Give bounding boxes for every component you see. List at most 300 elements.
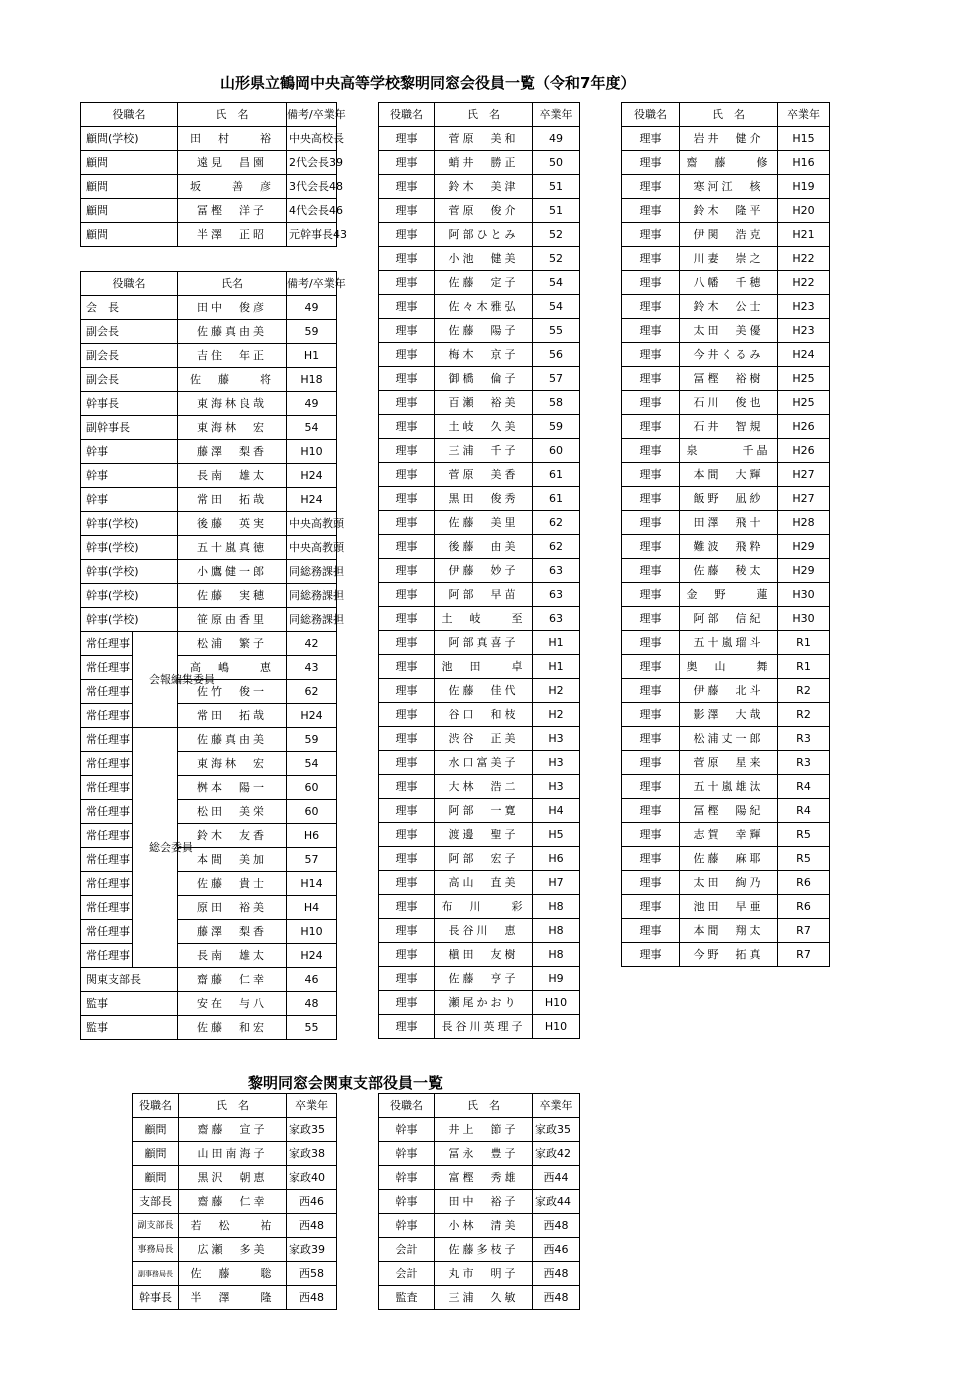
year-cell: H1: [533, 631, 580, 655]
name-cell: 伊関 浩克: [680, 223, 778, 247]
name-cell: 蛸井 勝正: [435, 151, 533, 175]
name-cell: 大林 浩二: [435, 775, 533, 799]
year-cell: H25: [778, 391, 830, 415]
role-cell: 副会長: [81, 368, 178, 392]
year-cell: 54: [287, 752, 337, 776]
name-cell: 泉 千晶: [680, 439, 778, 463]
table-row: [81, 704, 337, 728]
name-cell: 安在 与八: [178, 992, 287, 1016]
name-cell: 小鷹健一郎: [178, 560, 287, 584]
year-cell: 58: [533, 391, 580, 415]
year-cell: H24: [778, 343, 830, 367]
name-cell: 藤澤 梨香: [178, 440, 287, 464]
table-row: [622, 415, 830, 439]
year-cell: 中央高教頭: [287, 536, 337, 560]
kanto-2-tbody: [379, 1094, 580, 1310]
name-cell: 阿部 信紀: [680, 607, 778, 631]
table-row: [622, 463, 830, 487]
table-row: [622, 895, 830, 919]
table-row: [379, 175, 580, 199]
table-row: [379, 871, 580, 895]
year-cell: 家政44: [533, 1190, 580, 1214]
table-row: [622, 607, 830, 631]
year-cell: R1: [778, 655, 830, 679]
table-row: [379, 799, 580, 823]
header-row: [81, 103, 337, 127]
table-row: [81, 488, 337, 512]
year-cell: H8: [533, 919, 580, 943]
role-cell: 理事: [622, 199, 680, 223]
role-cell: 顧問: [81, 151, 178, 175]
name-cell: 谷口 和枝: [435, 703, 533, 727]
year-cell: 家政42: [533, 1142, 580, 1166]
role-cell: 理事: [622, 367, 680, 391]
name-cell: 桝本 陽一: [178, 776, 287, 800]
role-cell: 幹事長: [133, 1286, 179, 1310]
directors-2-tbody: [622, 103, 830, 967]
name-cell: 齋藤 宣子: [179, 1118, 287, 1142]
table-row: [622, 631, 830, 655]
year-cell: H7: [533, 871, 580, 895]
name-cell: 槇田 友樹: [435, 943, 533, 967]
table-row: [379, 991, 580, 1015]
role-cell: 理事: [379, 703, 435, 727]
role-cell: 常任理事: [81, 800, 133, 824]
year-cell: 西48: [287, 1214, 337, 1238]
table-row: [379, 607, 580, 631]
column-header: 役職名: [379, 1094, 435, 1118]
name-cell: 佐竹 俊一: [178, 680, 287, 704]
table-row: [622, 559, 830, 583]
year-cell: H30: [778, 583, 830, 607]
kanto-table-1: [132, 1093, 337, 1310]
year-cell: 同総務課担: [287, 584, 337, 608]
table-row: [379, 415, 580, 439]
role-cell: 理事: [622, 943, 680, 967]
year-cell: 52: [533, 247, 580, 271]
year-cell: H26: [778, 415, 830, 439]
year-cell: 家政39: [287, 1238, 337, 1262]
name-cell: 影澤 大哉: [680, 703, 778, 727]
year-cell: H21: [778, 223, 830, 247]
name-cell: 小林 清美: [435, 1214, 533, 1238]
role-cell: 理事: [379, 367, 435, 391]
year-cell: H23: [778, 295, 830, 319]
name-cell: 遠見 昌園: [178, 151, 287, 175]
table-row: [379, 1118, 580, 1142]
role-cell: 理事: [622, 607, 680, 631]
year-cell: R5: [778, 847, 830, 871]
year-cell: H15: [778, 127, 830, 151]
table-row: [379, 1286, 580, 1310]
table-row: [81, 127, 337, 151]
kanto-table-2: [378, 1093, 580, 1310]
role-cell: 支部長: [133, 1190, 179, 1214]
year-cell: 西46: [533, 1238, 580, 1262]
column-header: 役職名: [81, 103, 178, 127]
year-cell: R4: [778, 775, 830, 799]
directors-1-tbody: [379, 103, 580, 1039]
role-cell: 理事: [379, 559, 435, 583]
column-header: 役職名: [379, 103, 435, 127]
year-cell: 55: [287, 1016, 337, 1040]
year-cell: 60: [533, 439, 580, 463]
year-cell: H24: [287, 464, 337, 488]
name-cell: 阿部ひとみ: [435, 223, 533, 247]
table-row: [379, 727, 580, 751]
name-cell: 石井 智規: [680, 415, 778, 439]
name-cell: 佐藤 亨子: [435, 967, 533, 991]
role-cell: 理事: [379, 727, 435, 751]
table-row: [379, 247, 580, 271]
table-row: [81, 368, 337, 392]
table-row: [622, 775, 830, 799]
year-cell: 54: [287, 416, 337, 440]
name-cell: 常田 拓哉: [178, 488, 287, 512]
year-cell: H10: [287, 920, 337, 944]
name-cell: 金 野 蓮: [680, 583, 778, 607]
role-cell: 副会長: [81, 344, 178, 368]
table-row: [622, 247, 830, 271]
column-header: 氏 名: [178, 103, 287, 127]
role-cell: 理事: [379, 343, 435, 367]
year-cell: R6: [778, 871, 830, 895]
table-row: [81, 752, 337, 776]
role-cell: 監事: [81, 1016, 178, 1040]
table-row: [622, 391, 830, 415]
role-cell: 理事: [379, 439, 435, 463]
table-row: [133, 1142, 337, 1166]
header-row: [81, 272, 337, 296]
table-row: [133, 1190, 337, 1214]
role-cell: 理事: [622, 487, 680, 511]
name-cell: 百瀬 裕美: [435, 391, 533, 415]
role-cell: 理事: [379, 679, 435, 703]
year-cell: 63: [533, 607, 580, 631]
table-row: [81, 199, 337, 223]
name-cell: 冨永 豊子: [435, 1142, 533, 1166]
role-cell: 関東支部長: [81, 968, 178, 992]
table-row: [81, 320, 337, 344]
table-row: [379, 823, 580, 847]
name-cell: 阿部 早苗: [435, 583, 533, 607]
name-cell: 佐藤 美里: [435, 511, 533, 535]
table-row: [379, 679, 580, 703]
table-row: [379, 199, 580, 223]
year-cell: 3代会長48: [287, 175, 337, 199]
role-cell: 常任理事: [81, 728, 133, 752]
year-cell: 50: [533, 151, 580, 175]
table-row: [81, 560, 337, 584]
page-title: 山形県立鶴岡中央高等学校黎明同窓会役員一覧（令和7年度）: [220, 74, 636, 92]
column-header: 卒業年: [533, 103, 580, 127]
year-cell: 元幹事長43: [287, 223, 337, 247]
column-header: 卒業年: [778, 103, 830, 127]
name-cell: 三浦 久敏: [435, 1286, 533, 1310]
year-cell: H4: [533, 799, 580, 823]
table-row: [81, 992, 337, 1016]
role-cell: 顧問: [81, 175, 178, 199]
name-cell: 半澤 正昭: [178, 223, 287, 247]
name-cell: 寒河江 核: [680, 175, 778, 199]
role-cell: 理事: [379, 535, 435, 559]
role-cell: 幹事(学校): [81, 584, 178, 608]
role-cell: 理事: [379, 271, 435, 295]
year-cell: H25: [778, 367, 830, 391]
role-cell: 理事: [379, 1015, 435, 1039]
column-header: 氏 名: [435, 103, 533, 127]
table-row: [81, 512, 337, 536]
table-row: [81, 344, 337, 368]
name-cell: 高 嶋 恵: [178, 656, 287, 680]
name-cell: 菅原 美和: [435, 127, 533, 151]
year-cell: 60: [287, 776, 337, 800]
role-cell: 理事: [622, 559, 680, 583]
table-row: [622, 799, 830, 823]
year-cell: R7: [778, 943, 830, 967]
year-cell: 49: [533, 127, 580, 151]
table-row: [379, 1142, 580, 1166]
year-cell: 59: [533, 415, 580, 439]
table-row: [622, 199, 830, 223]
role-cell: 理事: [379, 871, 435, 895]
table-row: [622, 583, 830, 607]
table-row: [133, 1214, 337, 1238]
name-cell: 水口富美子: [435, 751, 533, 775]
year-cell: H19: [778, 175, 830, 199]
year-cell: 60: [287, 800, 337, 824]
role-cell: 常任理事: [81, 656, 133, 680]
table-row: [81, 608, 337, 632]
name-cell: 布 川 彩: [435, 895, 533, 919]
role-cell: 幹事(学校): [81, 512, 178, 536]
table-row: [133, 1238, 337, 1262]
year-cell: H1: [533, 655, 580, 679]
role-cell: 会 長: [81, 296, 178, 320]
name-cell: 小池 健美: [435, 247, 533, 271]
name-cell: 笹原由香里: [178, 608, 287, 632]
table-row: [379, 535, 580, 559]
table-row: [81, 944, 337, 968]
year-cell: 59: [287, 728, 337, 752]
column-header: 氏 名: [435, 1094, 533, 1118]
role-cell: 理事: [379, 775, 435, 799]
name-cell: 佐藤 佳代: [435, 679, 533, 703]
table-row: [622, 511, 830, 535]
name-cell: 池田 早亜: [680, 895, 778, 919]
year-cell: 56: [533, 343, 580, 367]
year-cell: 4代会長46: [287, 199, 337, 223]
role-cell: 会計: [379, 1262, 435, 1286]
role-cell: 常任理事: [81, 872, 133, 896]
year-cell: 54: [533, 295, 580, 319]
year-cell: 54: [533, 271, 580, 295]
year-cell: 43: [287, 656, 337, 680]
year-cell: H10: [287, 440, 337, 464]
year-cell: H24: [287, 944, 337, 968]
table-row: [379, 559, 580, 583]
table-row: [133, 1118, 337, 1142]
year-cell: 55: [533, 319, 580, 343]
name-cell: 佐々木雅弘: [435, 295, 533, 319]
table-row: [379, 223, 580, 247]
name-cell: 坂 善 彦: [178, 175, 287, 199]
year-cell: H10: [533, 991, 580, 1015]
table-row: [81, 1016, 337, 1040]
name-cell: 御橋 倫子: [435, 367, 533, 391]
role-cell: 理事: [622, 511, 680, 535]
year-cell: H28: [778, 511, 830, 535]
year-cell: 家政35: [287, 1118, 337, 1142]
role-cell: 理事: [622, 703, 680, 727]
year-cell: 西48: [533, 1214, 580, 1238]
name-cell: 土岐 久美: [435, 415, 533, 439]
table-row: [379, 583, 580, 607]
year-cell: H8: [533, 943, 580, 967]
role-cell: 幹事(学校): [81, 560, 178, 584]
role-cell: 理事: [622, 535, 680, 559]
role-cell: 理事: [622, 295, 680, 319]
role-cell: 幹事: [81, 464, 178, 488]
year-cell: R2: [778, 679, 830, 703]
year-cell: R1: [778, 631, 830, 655]
year-cell: H5: [533, 823, 580, 847]
name-cell: 後藤 英実: [178, 512, 287, 536]
table-row: [81, 392, 337, 416]
table-row: [622, 487, 830, 511]
role-cell: 理事: [622, 319, 680, 343]
name-cell: 菅原 星来: [680, 751, 778, 775]
name-cell: 佐藤 貴士: [178, 872, 287, 896]
header-row: [379, 1094, 580, 1118]
table-row: [379, 127, 580, 151]
role-cell: 顧問: [133, 1118, 179, 1142]
column-header: 役職名: [133, 1094, 179, 1118]
name-cell: 土 岐 至: [435, 607, 533, 631]
year-cell: 西48: [533, 1262, 580, 1286]
role-cell: 幹事: [379, 1118, 435, 1142]
name-cell: 佐藤 実穂: [178, 584, 287, 608]
role-cell: 幹事: [81, 488, 178, 512]
role-cell: 理事: [379, 415, 435, 439]
role-cell: 理事: [622, 775, 680, 799]
role-cell: 幹事(学校): [81, 608, 178, 632]
table-row: [81, 776, 337, 800]
table-row: [81, 464, 337, 488]
name-cell: 本間 大輝: [680, 463, 778, 487]
name-cell: 菅原 美香: [435, 463, 533, 487]
year-cell: 62: [287, 680, 337, 704]
table-row: [379, 391, 580, 415]
table-row: [379, 655, 580, 679]
kanto-section-title: 黎明同窓会関東支部役員一覧: [248, 1074, 444, 1092]
name-cell: 鈴木 美津: [435, 175, 533, 199]
role-cell: 理事: [379, 919, 435, 943]
name-cell: 佐藤多枝子: [435, 1238, 533, 1262]
table-row: [622, 655, 830, 679]
table-row: [81, 848, 337, 872]
role-cell: 理事: [379, 295, 435, 319]
table-row: [622, 175, 830, 199]
advisors-table: [80, 102, 347, 247]
column-header: 役職名: [622, 103, 680, 127]
role-cell: 理事: [379, 967, 435, 991]
role-cell: 理事: [622, 727, 680, 751]
name-cell: 奥 山 舞: [680, 655, 778, 679]
name-cell: 今井くるみ: [680, 343, 778, 367]
column-header: 氏名: [178, 272, 287, 296]
role-cell: 顧問: [81, 223, 178, 247]
table-row: [622, 943, 830, 967]
year-cell: H22: [778, 271, 830, 295]
year-cell: 家政38: [287, 1142, 337, 1166]
role-cell: 理事: [379, 247, 435, 271]
role-cell: 理事: [379, 847, 435, 871]
name-cell: 長南 雄太: [178, 944, 287, 968]
name-cell: 太田 美優: [680, 319, 778, 343]
name-cell: 長谷川英理子: [435, 1015, 533, 1039]
year-cell: H23: [778, 319, 830, 343]
year-cell: H18: [287, 368, 337, 392]
name-cell: 佐藤 和宏: [178, 1016, 287, 1040]
year-cell: H3: [533, 751, 580, 775]
committee-label: 総会委員: [133, 728, 178, 968]
role-cell: 理事: [379, 655, 435, 679]
name-cell: 難波 飛粋: [680, 535, 778, 559]
role-cell: 理事: [379, 751, 435, 775]
role-cell: 理事: [379, 511, 435, 535]
name-cell: 吉住 年正: [178, 344, 287, 368]
name-cell: 黒田 俊秀: [435, 487, 533, 511]
name-cell: 佐 藤 将: [178, 368, 287, 392]
role-cell: 幹事: [379, 1214, 435, 1238]
name-cell: 佐藤真由美: [178, 320, 287, 344]
table-row: [622, 319, 830, 343]
year-cell: H3: [533, 727, 580, 751]
year-cell: R3: [778, 727, 830, 751]
name-cell: 藤澤 梨香: [178, 920, 287, 944]
column-header: 氏 名: [179, 1094, 287, 1118]
column-header: 備考/卒業年: [287, 103, 337, 127]
table-row: [622, 703, 830, 727]
name-cell: 五十嵐真徳: [178, 536, 287, 560]
role-cell: 理事: [622, 871, 680, 895]
role-cell: 理事: [622, 799, 680, 823]
role-cell: 常任理事: [81, 944, 133, 968]
year-cell: 中央高校長: [287, 127, 337, 151]
role-cell: 幹事: [379, 1142, 435, 1166]
year-cell: 63: [533, 559, 580, 583]
column-header: 卒業年: [287, 1094, 337, 1118]
year-cell: 48: [287, 992, 337, 1016]
table-row: [81, 296, 337, 320]
table-row: [81, 223, 337, 247]
column-header: 役職名: [81, 272, 178, 296]
name-cell: 渋谷 正美: [435, 727, 533, 751]
name-cell: 八幡 千穂: [680, 271, 778, 295]
table-row: [81, 416, 337, 440]
role-cell: 常任理事: [81, 824, 133, 848]
table-row: [379, 343, 580, 367]
role-cell: 理事: [622, 463, 680, 487]
name-cell: 阿部真喜子: [435, 631, 533, 655]
name-cell: 志賀 幸輝: [680, 823, 778, 847]
name-cell: 本間 翔太: [680, 919, 778, 943]
year-cell: 51: [533, 199, 580, 223]
year-cell: H27: [778, 463, 830, 487]
table-row: [622, 223, 830, 247]
name-cell: 田 村 裕: [178, 127, 287, 151]
